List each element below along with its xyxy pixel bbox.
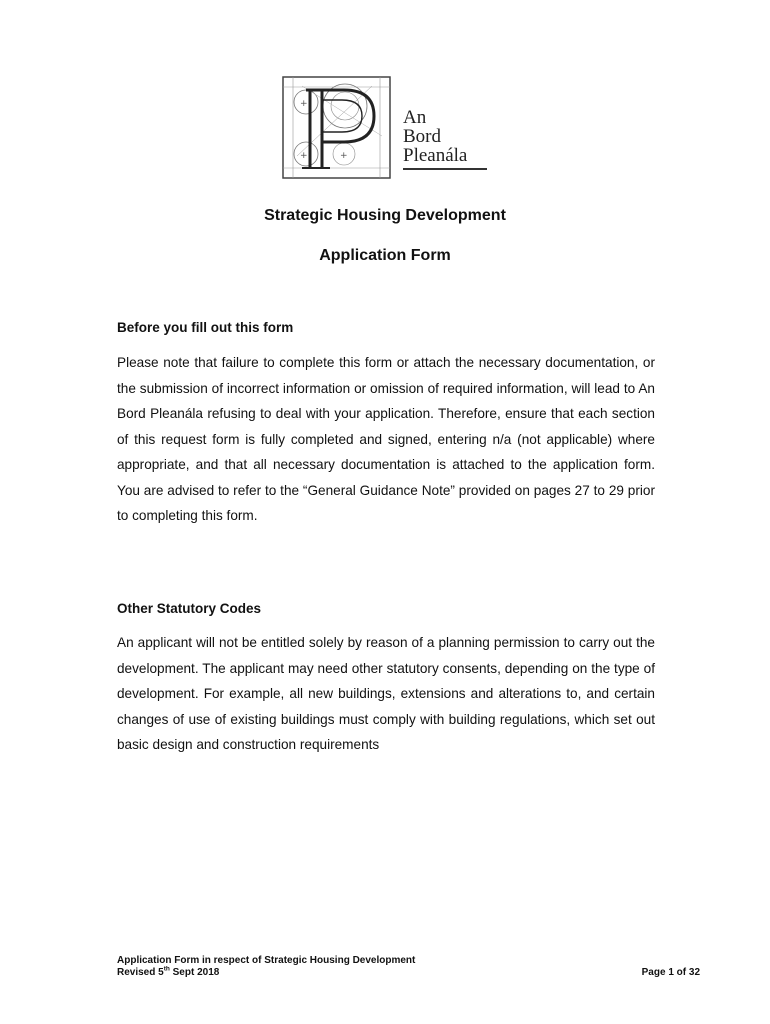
an-bord-pleanala-logo-icon [282, 76, 392, 180]
footer-revision-line [117, 967, 700, 979]
footer-revised-prefix: Revised 5 [117, 967, 164, 978]
footer-revised-sup: th [163, 965, 170, 973]
footer-revised-suffix: Sept 2018 [169, 967, 220, 978]
page-footer [117, 955, 700, 979]
page-number: Page 1 of 32 [641, 967, 700, 978]
section-body-before-you-fill: Please note that failure to complete this form or attach the necessary documentation, or the submission of incorrect information or omission of required information, will lead to An Bord Pleanála refusing to deal with your application. Therefore, ensure that each section of this request form is fully completed and signed, entering n/a (not applicable) where appropriate, and that all necessary documentation is attached to the application form. You are advised to refer to the “General Guidance Note” provided on pages 27 to 29 prior to completing this form. [117, 355, 655, 523]
section-heading-before-you-fill: Before you fill out this form [117, 320, 294, 335]
logo-line-an: An [403, 107, 427, 128]
logo-line-pleanala: Pleanála [403, 145, 468, 166]
document-subtitle: Application Form [319, 247, 451, 264]
footer-form-title: Application Form in respect of Strategic Housing Development [117, 955, 416, 966]
logo-line-bord: Bord [403, 126, 441, 147]
svg-text:+: + [340, 151, 348, 161]
document-title: Strategic Housing Development [264, 207, 506, 224]
svg-text:+: + [300, 151, 308, 161]
logo-wordmark [403, 108, 487, 170]
logo [282, 76, 492, 182]
section-heading-statutory-codes: Other Statutory Codes [117, 601, 262, 616]
svg-text:+: + [300, 99, 308, 109]
section-body-statutory-codes: An applicant will not be entitled solely by reason of a planning permission to carry out the development. The applicant may need other statutory consents, depending on the type of development. For example, all new buildings, extensions and alterations to, and certain changes of use of existing buildings must comply with building regulations, which set out basic design and construction requirements [117, 635, 655, 752]
